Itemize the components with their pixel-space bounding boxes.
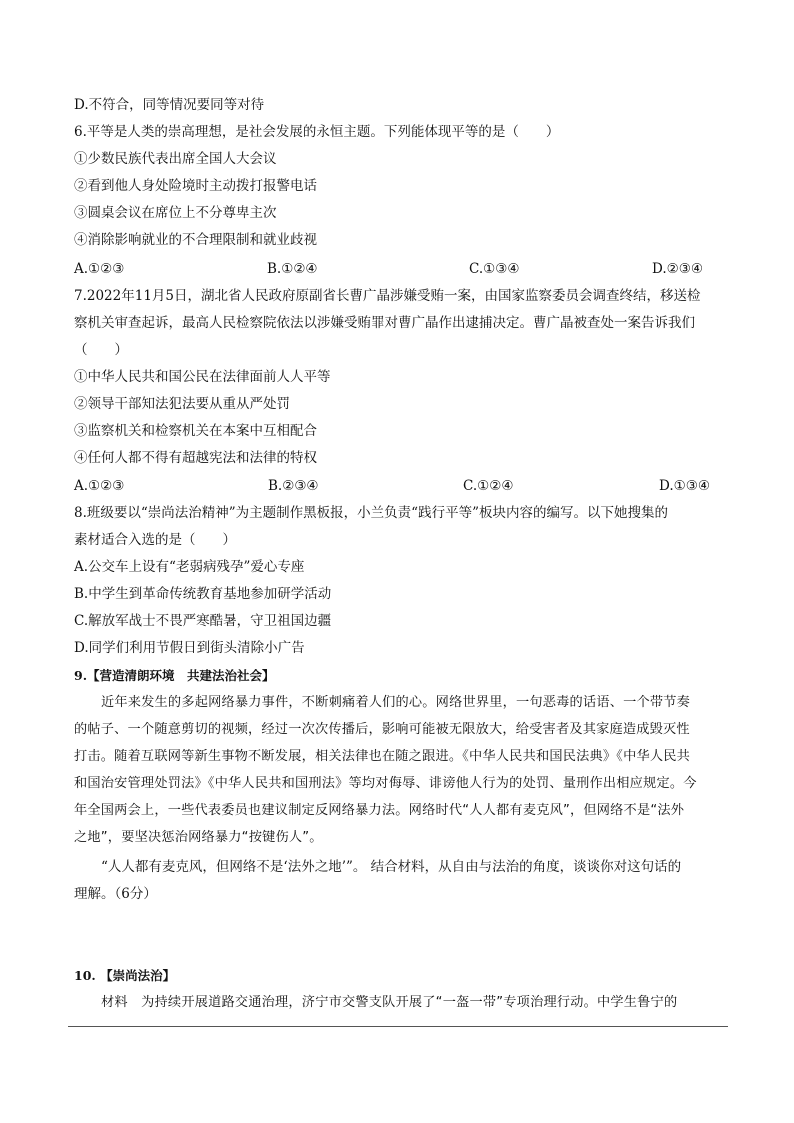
q9-material-line-2: 的帖子、一个随意剪切的视频，经过一次次传播后，影响可能被无限放大，给受害者及其家庭造成毁灭性 xyxy=(74,722,690,737)
q7-item-4: ④任何人都不得有超越宪法和法律的特权 xyxy=(74,450,317,466)
q5-option-d: D.不符合，同等情况要同等对待 xyxy=(74,97,265,113)
q8-option-b: B.中学生到革命传统教育基地参加研学活动 xyxy=(74,586,332,602)
q7-option-c: C.①②④ xyxy=(463,478,514,494)
q7-stem-line-2: 察机关审查起诉，最高人民检察院依法以涉嫌受贿罪对曹广晶作出逮捕决定。曹广晶被查处一案告诉我们 xyxy=(74,315,695,331)
q9-question-line-2: 理解。（6分） xyxy=(74,886,157,902)
q7-option-d: D.①③④ xyxy=(659,478,710,494)
q6-option-c: C.①③④ xyxy=(469,261,520,277)
q9-heading: 9.【营造清朗环境 共建法治社会】 xyxy=(74,668,275,683)
footer-divider xyxy=(68,1026,728,1027)
q6-option-d: D.②③④ xyxy=(652,261,703,277)
q6-option-a: A.①②③ xyxy=(74,261,125,277)
q7-item-3: ③监察机关和检察机关在本案中互相配合 xyxy=(74,423,317,439)
q9-material-line-5: 年全国两会上，一些代表委员也建议制定反网络暴力法。网络时代“人人都有麦克风”，但网络不是“法外 xyxy=(74,803,685,818)
q9-material-line-3: 打击。随着互联网等新生事物不断发展，相关法律也在随之跟进。《中华人民共和国民法典》《中华人民共 xyxy=(74,749,691,764)
q6-item-1: ①少数民族代表出席全国人大会议 xyxy=(74,151,277,167)
q6-item-4: ④消除影响就业的不合理限制和就业歧视 xyxy=(74,232,317,248)
q7-option-a: A.①②③ xyxy=(74,478,125,494)
q9-material-line-6: 之地”，要坚决惩治网络暴力“按键伤人”。 xyxy=(74,830,323,845)
q10-material-line-1: 材料 为持续开展道路交通治理，济宁市交警支队开展了“一盔一带”专项治理行动。中学生鲁宁的 xyxy=(101,995,678,1010)
q7-option-b: B.②③④ xyxy=(268,478,319,494)
q8-option-a: A.公交车上设有“老弱病残孕”爱心专座 xyxy=(74,559,305,575)
q9-material-line-4: 和国治安管理处罚法》《中华人民共和国刑法》等均对侮辱、诽谤他人行为的处罚、量刑作出相应规定。今 xyxy=(74,776,697,791)
q6-stem: 6.平等是人类的崇高理想，是社会发展的永恒主题。下列能体现平等的是（ ） xyxy=(74,124,560,140)
q7-stem-line-3: （ ） xyxy=(74,342,128,358)
q6-item-3: ③圆桌会议在席位上不分尊卑主次 xyxy=(74,205,277,221)
q8-stem-line-2: 素材适合入选的是（ ） xyxy=(74,532,236,548)
q7-stem-line-1: 7.2022年11月5日，湖北省人民政府原副省长曹广晶涉嫌受贿一案，由国家监察委员会调查终结，移送检 xyxy=(74,288,701,304)
q8-stem-line-1: 8.班级要以“崇尚法治精神”为主题制作黑板报，小兰负责“践行平等”板块内容的编写。以下她搜集的 xyxy=(74,505,668,521)
q8-option-c: C.解放军战士不畏严寒酷暑，守卫祖国边疆 xyxy=(74,613,332,629)
q9-material-line-1: 近年来发生的多起网络暴力事件，不断刺痛着人们的心。网络世界里，一句恶毒的话语、一个带节奏 xyxy=(101,695,691,710)
q9-question-line-1: “人人都有麦克风，但网络不是‘法外之地’”。 结合材料，从自由与法治的角度，谈谈你对这句话的 xyxy=(101,859,682,875)
q7-item-2: ②领导干部知法犯法要从重从严处罚 xyxy=(74,396,290,412)
q8-option-d: D.同学们利用节假日到街头清除小广告 xyxy=(74,640,305,656)
q10-heading: 10. 【崇尚法治】 xyxy=(74,968,176,983)
q6-item-2: ②看到他人身处险境时主动拨打报警电话 xyxy=(74,178,317,194)
q7-item-1: ①中华人民共和国公民在法律面前人人平等 xyxy=(74,369,331,385)
q6-option-b: B.①②④ xyxy=(267,261,318,277)
